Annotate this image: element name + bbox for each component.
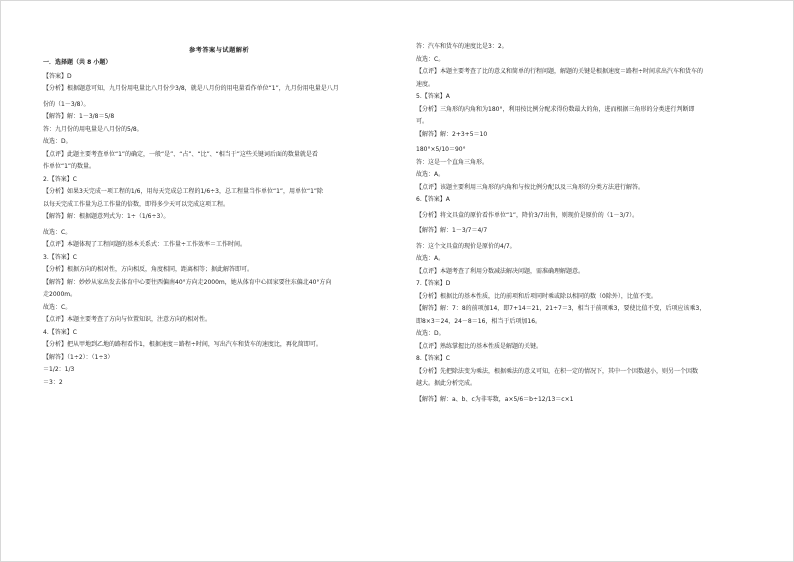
- q4-answer: 4.【答案】C: [43, 328, 77, 336]
- q8-solution: 【解答】解：a、b、c为非零数，a×5/6＝b÷12/13＝c×1: [416, 395, 574, 403]
- q4-comment-line2: 速度。: [416, 80, 435, 88]
- q3-solution-line1: 【解答】解：妙妙从家出发去体育中心要往西偏南40°方向走2000m，她从体育中心回家要往东偏北40°方向: [43, 278, 332, 286]
- left-column: [43, 59, 393, 386]
- page-title: 参考答案与试题解析: [189, 47, 250, 54]
- q5-choice: 故选：A。: [416, 171, 445, 178]
- q5-analysis-line1: 【分析】三角形的内角和为180°，利用按比例分配求得份数最大的角，进而根据三角形的分类进行判断即: [416, 105, 695, 113]
- q3-analysis: 【分析】根据方向的相对性，方向相反，角度相同，距离相等；据此解答即可。: [43, 266, 254, 273]
- q3-comment: 【点评】本题主要考查了方向与位置知识，注意方向的相对性。: [43, 316, 212, 323]
- q2-comment: 【点评】本题体现了工程问题的基本关系式：工作量÷工作效率＝工作时间。: [43, 241, 247, 248]
- q3-answer: 3.【答案】C: [43, 253, 77, 261]
- q6-analysis: 【分析】将文具盒的原价看作单位“1”，降价3/7出售，则现价是原价的（1－3/7）。: [416, 211, 639, 219]
- right-column: [416, 43, 771, 403]
- q3-choice: 故选：C。: [43, 303, 72, 311]
- q6-answer: 6.【答案】A: [416, 196, 450, 203]
- q6-comment: 【点评】本题考查了利用分数减法解决问题，需准确理解题意。: [416, 267, 585, 275]
- q5-analysis-line2: 可。: [416, 118, 429, 125]
- q5-conclusion: 答：这是一个直角三角形。: [416, 158, 489, 166]
- q1-analysis-line1: 【分析】根据题意可知，九月份用电量比八月份少3/8，就是八月份的用电量看作单位“1”，九月份用电量是八月: [43, 85, 339, 92]
- q4-analysis: 【分析】把从甲地到乙地的路程看作1，根据速度＝路程÷时间，写出汽车和货车的速度比，再化简即可。: [43, 341, 322, 348]
- q1-comment-line1: 【点评】此题主要考查单位“1”的确定，一般“是”、“占”、“比”、“相当于”这些关键词后面的数量就是看: [43, 150, 318, 158]
- q1-solution: 【解答】解：1－3/8＝5/8: [43, 113, 115, 120]
- q8-analysis-line2: 越大。据此分析完成。: [416, 380, 477, 387]
- q7-analysis: 【分析】根据比的基本性质，比的前项和后项同时乘或除以相同的数（0除外），比值不变。: [416, 292, 657, 300]
- q7-choice: 故选：D。: [416, 330, 445, 337]
- q7-solution-line1: 【解答】解：7：8的前项加14，即7+14＝21，21÷7＝3，相当于前项乘3，要使比值不变，后项应该乘3，: [416, 305, 706, 312]
- q5-comment: 【点评】该题主要利用三角形的内角和与按比例分配以及三角形的分类方法进行解答。: [416, 183, 645, 191]
- q8-answer: 8.【答案】C: [416, 355, 450, 362]
- q6-conclusion: 答：这个文具盒的现价是原价的4/7。: [416, 242, 516, 250]
- q1-answer: 【答案】D: [43, 72, 72, 80]
- q5-answer: 5.【答案】A: [416, 93, 450, 100]
- q1-comment-line2: 作单位“1”的数量。: [43, 163, 96, 170]
- q6-solution: 【解答】解：1－3/7＝4/7: [416, 227, 488, 234]
- q7-answer: 7.【答案】D: [416, 280, 451, 287]
- q5-solution-line1: 【解答】解：2+3+5＝10: [416, 130, 488, 138]
- q2-analysis-line1: 【分析】如果3天完成一项工程的1/6，用每天完成总工程的1/6÷3，总工程量当作单位“1”，用单位“1”除: [43, 188, 324, 195]
- q2-analysis-line2: 以每天完成工作量为总工作量的倍数，即得多少天可以完成这项工程。: [43, 200, 230, 208]
- q4-solution-line1: 【解答】（1÷2）：（1÷3）: [43, 353, 114, 361]
- q7-solution-line2: 即8×3＝24，24－8＝16，相当于后项加16。: [416, 317, 542, 325]
- q1-choice: 故选：D。: [43, 138, 72, 145]
- q2-solution: 【解答】解：根据题意列式为：1÷（1/6÷3）。: [43, 213, 170, 220]
- q5-solution-line2: 180°×5/10＝90°: [416, 146, 466, 153]
- q2-choice: 故选：C。: [43, 228, 72, 236]
- section-heading: 一．选择题（共 8 小题）: [43, 59, 112, 66]
- q3-solution-line2: 走2000m。: [43, 291, 77, 298]
- q2-answer: 2.【答案】C: [43, 175, 77, 183]
- q4-conclusion: 答：汽车和货车的速度比是3：2。: [416, 43, 508, 50]
- q4-solution-line2: ＝1/2：1/3: [43, 366, 75, 373]
- q6-choice: 故选：A。: [416, 255, 445, 262]
- q7-comment: 【点评】熟练掌握比的基本性质是解题的关键。: [416, 342, 543, 350]
- q4-choice: 故选：C。: [416, 55, 445, 63]
- q8-analysis-line1: 【分析】先把除法变为乘法，根据乘法的意义可知，在积一定的情况下，其中一个因数越小，则另一个因数: [416, 367, 699, 375]
- q4-comment-line1: 【点评】本题主要考查了比的意义和简单的行程问题，解题的关键是根据速度＝路程÷时间求出汽车和货车的: [416, 68, 704, 75]
- q1-analysis-line2: 份的（1－3/8）。: [43, 100, 90, 108]
- q1-conclusion: 答：九月份的用电量是八月份的5/8。: [43, 125, 143, 133]
- q4-solution-line3: ＝3：2: [43, 378, 63, 386]
